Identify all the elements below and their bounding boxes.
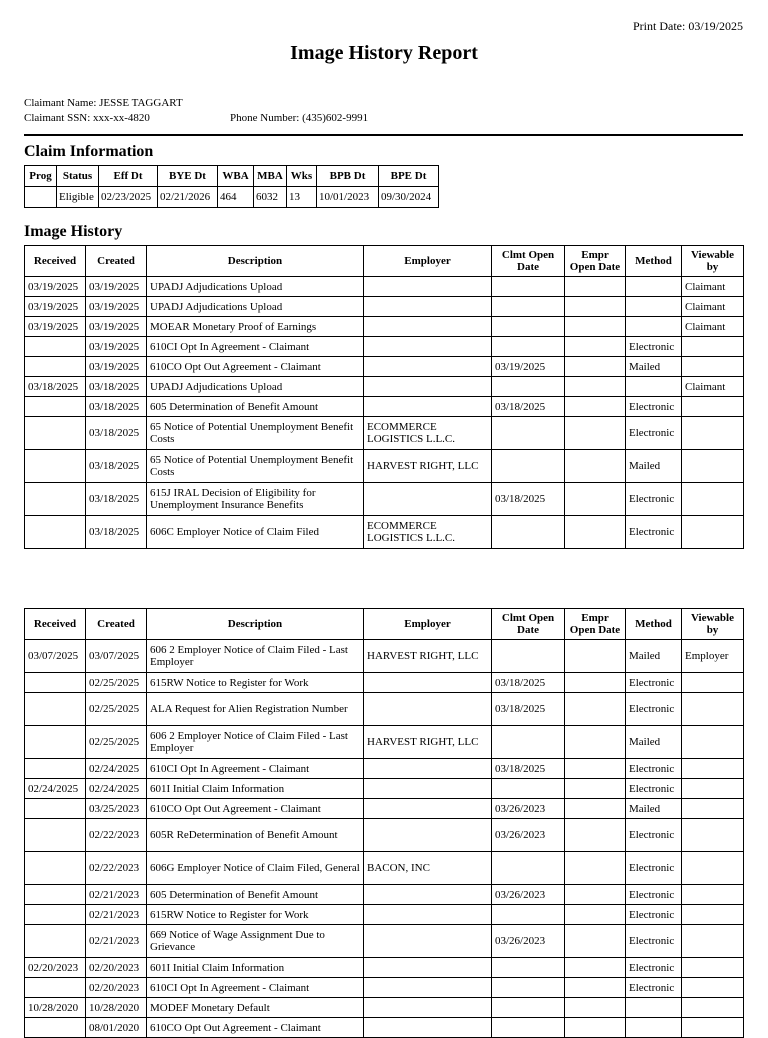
history-cell-description: 610CO Opt Out Agreement - Claimant	[147, 357, 364, 377]
history-col-created: Created	[86, 246, 147, 277]
history-cell-received	[25, 516, 86, 549]
claim-cell-eff-dt: 02/23/2025	[99, 187, 158, 208]
history-col-received: Received	[25, 609, 86, 640]
history-cell-empr-open-date	[565, 799, 626, 819]
history-cell-viewable-by	[682, 958, 744, 978]
history-cell-description: UPADJ Adjudications Upload	[147, 297, 364, 317]
history-cell-employer: HARVEST RIGHT, LLC	[364, 640, 492, 673]
history-cell-created: 03/18/2025	[86, 377, 147, 397]
history-row	[25, 516, 744, 549]
history-cell-created: 02/20/2023	[86, 958, 147, 978]
history-cell-description: 65 Notice of Potential Unemployment Benefit Costs	[147, 417, 364, 450]
history-cell-empr-open-date	[565, 998, 626, 1018]
history-cell-clmt-open-date	[492, 905, 565, 925]
header-divider	[24, 134, 743, 136]
history-cell-empr-open-date	[565, 357, 626, 377]
history-cell-received	[25, 759, 86, 779]
claim-cell-status: Eligible	[57, 187, 99, 208]
claim-information-heading: Claim Information	[24, 143, 154, 160]
history-cell-clmt-open-date	[492, 377, 565, 397]
history-cell-received	[25, 978, 86, 998]
history-cell-description: UPADJ Adjudications Upload	[147, 277, 364, 297]
claim-col-wks: Wks	[287, 166, 317, 187]
history-cell-method: Electronic	[626, 673, 682, 693]
history-cell-employer	[364, 998, 492, 1018]
history-cell-clmt-open-date: 03/26/2023	[492, 819, 565, 852]
history-row	[25, 779, 744, 799]
phone-number: Phone Number: (435)602-9991	[230, 112, 369, 124]
history-cell-method: Electronic	[626, 779, 682, 799]
history-col-empr-open-date: Empr Open Date	[565, 246, 626, 277]
history-row	[25, 1018, 744, 1038]
history-cell-created: 02/25/2025	[86, 726, 147, 759]
history-cell-created: 02/21/2023	[86, 925, 147, 958]
history-col-clmt-open-date: Clmt Open Date	[492, 246, 565, 277]
history-cell-created: 03/19/2025	[86, 277, 147, 297]
history-cell-description: 615RW Notice to Register for Work	[147, 905, 364, 925]
history-cell-empr-open-date	[565, 450, 626, 483]
history-row	[25, 640, 744, 673]
history-cell-method: Mailed	[626, 640, 682, 673]
history-cell-description: 669 Notice of Wage Assignment Due to Grievance	[147, 925, 364, 958]
history-cell-employer	[364, 905, 492, 925]
history-cell-description: ALA Request for Alien Registration Number	[147, 693, 364, 726]
history-cell-method: Electronic	[626, 483, 682, 516]
history-cell-viewable-by	[682, 998, 744, 1018]
history-cell-received	[25, 799, 86, 819]
history-col-description: Description	[147, 609, 364, 640]
history-cell-clmt-open-date: 03/18/2025	[492, 397, 565, 417]
history-cell-viewable-by: Claimant	[682, 297, 744, 317]
history-cell-created: 02/22/2023	[86, 819, 147, 852]
history-cell-received	[25, 337, 86, 357]
claim-data-row	[25, 187, 439, 208]
history-cell-empr-open-date	[565, 277, 626, 297]
history-cell-empr-open-date	[565, 819, 626, 852]
history-row	[25, 357, 744, 377]
history-cell-clmt-open-date	[492, 297, 565, 317]
claim-cell-mba: 6032	[254, 187, 287, 208]
history-cell-received: 02/20/2023	[25, 958, 86, 978]
history-cell-clmt-open-date	[492, 726, 565, 759]
history-row	[25, 819, 744, 852]
history-row	[25, 958, 744, 978]
history-cell-created: 03/18/2025	[86, 516, 147, 549]
history-cell-employer	[364, 377, 492, 397]
history-cell-employer	[364, 1018, 492, 1038]
history-cell-method: Mailed	[626, 450, 682, 483]
history-cell-clmt-open-date	[492, 417, 565, 450]
history-cell-created: 02/24/2025	[86, 779, 147, 799]
history-cell-description: 606G Employer Notice of Claim Filed, General	[147, 852, 364, 885]
history-header-row	[25, 609, 744, 640]
history-cell-clmt-open-date	[492, 516, 565, 549]
claim-col-wba: WBA	[218, 166, 254, 187]
history-cell-received	[25, 925, 86, 958]
history-cell-viewable-by	[682, 693, 744, 726]
claim-header-row	[25, 166, 439, 187]
history-cell-viewable-by	[682, 925, 744, 958]
image-history-heading: Image History	[24, 223, 123, 240]
history-row	[25, 297, 744, 317]
history-cell-employer	[364, 779, 492, 799]
history-cell-empr-open-date	[565, 297, 626, 317]
history-cell-clmt-open-date	[492, 779, 565, 799]
history-col-viewable-by: Viewable by	[682, 246, 744, 277]
history-cell-description: 610CI Opt In Agreement - Claimant	[147, 759, 364, 779]
history-cell-method: Electronic	[626, 337, 682, 357]
history-cell-employer	[364, 357, 492, 377]
history-row	[25, 317, 744, 337]
history-cell-created: 08/01/2020	[86, 1018, 147, 1038]
history-cell-description: 615J IRAL Decision of Eligibility for Unemployment Insurance Benefits	[147, 483, 364, 516]
history-cell-created: 02/22/2023	[86, 852, 147, 885]
history-cell-created: 03/18/2025	[86, 483, 147, 516]
history-row	[25, 377, 744, 397]
history-cell-clmt-open-date: 03/18/2025	[492, 693, 565, 726]
history-cell-clmt-open-date	[492, 337, 565, 357]
history-cell-received	[25, 885, 86, 905]
history-cell-empr-open-date	[565, 852, 626, 885]
history-cell-created: 03/19/2025	[86, 337, 147, 357]
history-cell-empr-open-date	[565, 516, 626, 549]
history-cell-received	[25, 693, 86, 726]
history-cell-received	[25, 483, 86, 516]
history-cell-employer	[364, 673, 492, 693]
history-cell-method: Electronic	[626, 397, 682, 417]
image-history-table-2	[24, 608, 744, 1038]
history-cell-created: 03/18/2025	[86, 397, 147, 417]
history-cell-clmt-open-date	[492, 958, 565, 978]
history-cell-viewable-by	[682, 759, 744, 779]
history-cell-viewable-by	[682, 337, 744, 357]
history-cell-created: 02/25/2025	[86, 673, 147, 693]
history-row	[25, 905, 744, 925]
history-cell-method	[626, 297, 682, 317]
history-cell-received: 03/19/2025	[25, 297, 86, 317]
history-cell-viewable-by	[682, 819, 744, 852]
history-col-employer: Employer	[364, 609, 492, 640]
claim-col-bpb-dt: BPB Dt	[317, 166, 379, 187]
history-cell-employer: HARVEST RIGHT, LLC	[364, 726, 492, 759]
history-cell-empr-open-date	[565, 978, 626, 998]
history-row	[25, 799, 744, 819]
history-cell-viewable-by	[682, 905, 744, 925]
history-cell-created: 10/28/2020	[86, 998, 147, 1018]
history-cell-method: Electronic	[626, 693, 682, 726]
history-cell-method	[626, 377, 682, 397]
history-cell-method: Electronic	[626, 958, 682, 978]
history-cell-created: 03/19/2025	[86, 317, 147, 337]
history-cell-clmt-open-date: 03/18/2025	[492, 759, 565, 779]
history-cell-viewable-by: Claimant	[682, 377, 744, 397]
history-cell-description: 601I Initial Claim Information	[147, 958, 364, 978]
history-cell-viewable-by	[682, 450, 744, 483]
history-col-method: Method	[626, 609, 682, 640]
history-row	[25, 417, 744, 450]
claim-cell-wba: 464	[218, 187, 254, 208]
claim-cell-bpb-dt: 10/01/2023	[317, 187, 379, 208]
history-cell-empr-open-date	[565, 958, 626, 978]
history-cell-employer	[364, 958, 492, 978]
history-cell-employer	[364, 337, 492, 357]
history-cell-received	[25, 819, 86, 852]
history-cell-method	[626, 998, 682, 1018]
claim-col-prog: Prog	[25, 166, 57, 187]
claimant-name: Claimant Name: JESSE TAGGART	[24, 97, 183, 109]
history-cell-employer: ECOMMERCE LOGISTICS L.L.C.	[364, 516, 492, 549]
history-col-created: Created	[86, 609, 147, 640]
history-cell-clmt-open-date	[492, 640, 565, 673]
claim-col-eff-dt: Eff Dt	[99, 166, 158, 187]
history-cell-method: Electronic	[626, 925, 682, 958]
history-cell-method: Electronic	[626, 516, 682, 549]
history-cell-description: 605 Determination of Benefit Amount	[147, 885, 364, 905]
history-cell-employer	[364, 978, 492, 998]
claim-cell-prog	[25, 187, 57, 208]
claim-col-mba: MBA	[254, 166, 287, 187]
history-cell-received	[25, 673, 86, 693]
history-cell-viewable-by	[682, 1018, 744, 1038]
history-row	[25, 852, 744, 885]
history-row	[25, 885, 744, 905]
history-cell-created: 03/19/2025	[86, 357, 147, 377]
history-col-received: Received	[25, 246, 86, 277]
history-cell-description: 606 2 Employer Notice of Claim Filed - Last Employer	[147, 726, 364, 759]
history-cell-created: 03/07/2025	[86, 640, 147, 673]
history-row	[25, 450, 744, 483]
claim-information-table	[24, 165, 439, 208]
history-cell-method: Electronic	[626, 885, 682, 905]
history-cell-description: 615RW Notice to Register for Work	[147, 673, 364, 693]
history-cell-clmt-open-date	[492, 450, 565, 483]
history-col-employer: Employer	[364, 246, 492, 277]
history-row	[25, 483, 744, 516]
claim-col-bye-dt: BYE Dt	[158, 166, 218, 187]
history-cell-method: Mailed	[626, 799, 682, 819]
history-cell-employer	[364, 297, 492, 317]
history-cell-viewable-by	[682, 357, 744, 377]
history-cell-viewable-by	[682, 885, 744, 905]
history-col-empr-open-date: Empr Open Date	[565, 609, 626, 640]
history-cell-description: 610CI Opt In Agreement - Claimant	[147, 337, 364, 357]
history-cell-created: 03/18/2025	[86, 450, 147, 483]
history-cell-method: Electronic	[626, 819, 682, 852]
history-cell-empr-open-date	[565, 759, 626, 779]
history-cell-method: Electronic	[626, 852, 682, 885]
history-cell-empr-open-date	[565, 640, 626, 673]
history-cell-received	[25, 852, 86, 885]
history-cell-clmt-open-date	[492, 998, 565, 1018]
history-cell-method: Electronic	[626, 759, 682, 779]
history-cell-employer: BACON, INC	[364, 852, 492, 885]
report-title: Image History Report	[290, 42, 478, 64]
history-cell-received: 02/24/2025	[25, 779, 86, 799]
history-cell-method: Mailed	[626, 357, 682, 377]
history-cell-created: 02/25/2025	[86, 693, 147, 726]
history-cell-viewable-by: Claimant	[682, 317, 744, 337]
history-cell-empr-open-date	[565, 317, 626, 337]
history-cell-empr-open-date	[565, 726, 626, 759]
history-cell-viewable-by	[682, 673, 744, 693]
history-cell-viewable-by	[682, 516, 744, 549]
history-cell-employer	[364, 277, 492, 297]
history-cell-received: 03/07/2025	[25, 640, 86, 673]
history-cell-viewable-by	[682, 799, 744, 819]
history-cell-method: Electronic	[626, 905, 682, 925]
history-row	[25, 397, 744, 417]
history-cell-clmt-open-date: 03/26/2023	[492, 885, 565, 905]
history-cell-created: 03/19/2025	[86, 297, 147, 317]
history-cell-empr-open-date	[565, 397, 626, 417]
history-cell-description: 610CI Opt In Agreement - Claimant	[147, 978, 364, 998]
history-cell-empr-open-date	[565, 779, 626, 799]
history-cell-empr-open-date	[565, 885, 626, 905]
history-cell-method	[626, 277, 682, 297]
history-cell-clmt-open-date: 03/19/2025	[492, 357, 565, 377]
history-row	[25, 337, 744, 357]
history-cell-clmt-open-date	[492, 978, 565, 998]
history-cell-employer	[364, 397, 492, 417]
claim-cell-wks: 13	[287, 187, 317, 208]
history-cell-description: 601I Initial Claim Information	[147, 779, 364, 799]
history-cell-empr-open-date	[565, 693, 626, 726]
claim-col-bpe-dt: BPE Dt	[379, 166, 439, 187]
history-cell-viewable-by	[682, 779, 744, 799]
history-cell-employer	[364, 693, 492, 726]
history-cell-viewable-by	[682, 397, 744, 417]
history-col-viewable-by: Viewable by	[682, 609, 744, 640]
history-col-description: Description	[147, 246, 364, 277]
history-cell-clmt-open-date	[492, 1018, 565, 1038]
claim-col-status: Status	[57, 166, 99, 187]
history-row	[25, 978, 744, 998]
history-cell-description: 606 2 Employer Notice of Claim Filed - Last Employer	[147, 640, 364, 673]
history-cell-empr-open-date	[565, 417, 626, 450]
history-cell-description: 610CO Opt Out Agreement - Claimant	[147, 799, 364, 819]
history-cell-received	[25, 417, 86, 450]
history-cell-created: 02/24/2025	[86, 759, 147, 779]
history-cell-viewable-by	[682, 483, 744, 516]
history-cell-clmt-open-date	[492, 277, 565, 297]
history-cell-clmt-open-date	[492, 852, 565, 885]
history-cell-method: Mailed	[626, 726, 682, 759]
history-cell-employer	[364, 819, 492, 852]
history-cell-method	[626, 1018, 682, 1038]
history-cell-received	[25, 357, 86, 377]
history-cell-clmt-open-date: 03/26/2023	[492, 799, 565, 819]
history-cell-created: 03/18/2025	[86, 417, 147, 450]
image-history-table-1	[24, 245, 744, 549]
print-date: Print Date: 03/19/2025	[633, 19, 743, 33]
history-cell-viewable-by: Claimant	[682, 277, 744, 297]
history-cell-employer	[364, 317, 492, 337]
history-cell-description: UPADJ Adjudications Upload	[147, 377, 364, 397]
history-cell-description: 606C Employer Notice of Claim Filed	[147, 516, 364, 549]
history-cell-empr-open-date	[565, 483, 626, 516]
history-cell-created: 02/21/2023	[86, 885, 147, 905]
claimant-ssn: Claimant SSN: xxx-xx-4820	[24, 112, 150, 124]
history-cell-empr-open-date	[565, 1018, 626, 1038]
history-cell-received: 10/28/2020	[25, 998, 86, 1018]
history-cell-employer	[364, 799, 492, 819]
history-cell-received	[25, 397, 86, 417]
history-cell-received	[25, 450, 86, 483]
history-col-method: Method	[626, 246, 682, 277]
history-cell-received: 03/19/2025	[25, 317, 86, 337]
history-cell-empr-open-date	[565, 905, 626, 925]
history-row	[25, 693, 744, 726]
history-cell-empr-open-date	[565, 925, 626, 958]
history-cell-viewable-by	[682, 726, 744, 759]
history-cell-description: MODEF Monetary Default	[147, 998, 364, 1018]
history-cell-employer	[364, 925, 492, 958]
history-cell-method: Electronic	[626, 978, 682, 998]
history-cell-viewable-by: Employer	[682, 640, 744, 673]
history-cell-description: MOEAR Monetary Proof of Earnings	[147, 317, 364, 337]
history-cell-viewable-by	[682, 978, 744, 998]
history-cell-viewable-by	[682, 417, 744, 450]
history-cell-clmt-open-date	[492, 317, 565, 337]
history-cell-employer	[364, 759, 492, 779]
history-cell-employer: ECOMMERCE LOGISTICS L.L.C.	[364, 417, 492, 450]
history-cell-description: 605 Determination of Benefit Amount	[147, 397, 364, 417]
history-header-row	[25, 246, 744, 277]
history-cell-empr-open-date	[565, 337, 626, 357]
history-cell-clmt-open-date: 03/18/2025	[492, 483, 565, 516]
history-row	[25, 277, 744, 297]
history-cell-received	[25, 726, 86, 759]
history-cell-created: 03/25/2023	[86, 799, 147, 819]
history-cell-employer	[364, 483, 492, 516]
history-row	[25, 726, 744, 759]
history-cell-created: 02/21/2023	[86, 905, 147, 925]
history-row	[25, 925, 744, 958]
history-cell-received: 03/19/2025	[25, 277, 86, 297]
history-cell-received: 03/18/2025	[25, 377, 86, 397]
history-row	[25, 673, 744, 693]
claim-cell-bpe-dt: 09/30/2024	[379, 187, 439, 208]
history-cell-received	[25, 905, 86, 925]
history-cell-empr-open-date	[565, 673, 626, 693]
claim-cell-bye-dt: 02/21/2026	[158, 187, 218, 208]
history-cell-viewable-by	[682, 852, 744, 885]
history-cell-description: 605R ReDetermination of Benefit Amount	[147, 819, 364, 852]
history-cell-clmt-open-date: 03/26/2023	[492, 925, 565, 958]
history-cell-empr-open-date	[565, 377, 626, 397]
history-cell-employer	[364, 885, 492, 905]
history-cell-clmt-open-date: 03/18/2025	[492, 673, 565, 693]
history-row	[25, 759, 744, 779]
history-cell-created: 02/20/2023	[86, 978, 147, 998]
history-cell-received	[25, 1018, 86, 1038]
history-cell-employer: HARVEST RIGHT, LLC	[364, 450, 492, 483]
history-cell-method	[626, 317, 682, 337]
history-row	[25, 998, 744, 1018]
history-cell-description: 65 Notice of Potential Unemployment Benefit Costs	[147, 450, 364, 483]
history-cell-method: Electronic	[626, 417, 682, 450]
history-col-clmt-open-date: Clmt Open Date	[492, 609, 565, 640]
history-cell-description: 610CO Opt Out Agreement - Claimant	[147, 1018, 364, 1038]
